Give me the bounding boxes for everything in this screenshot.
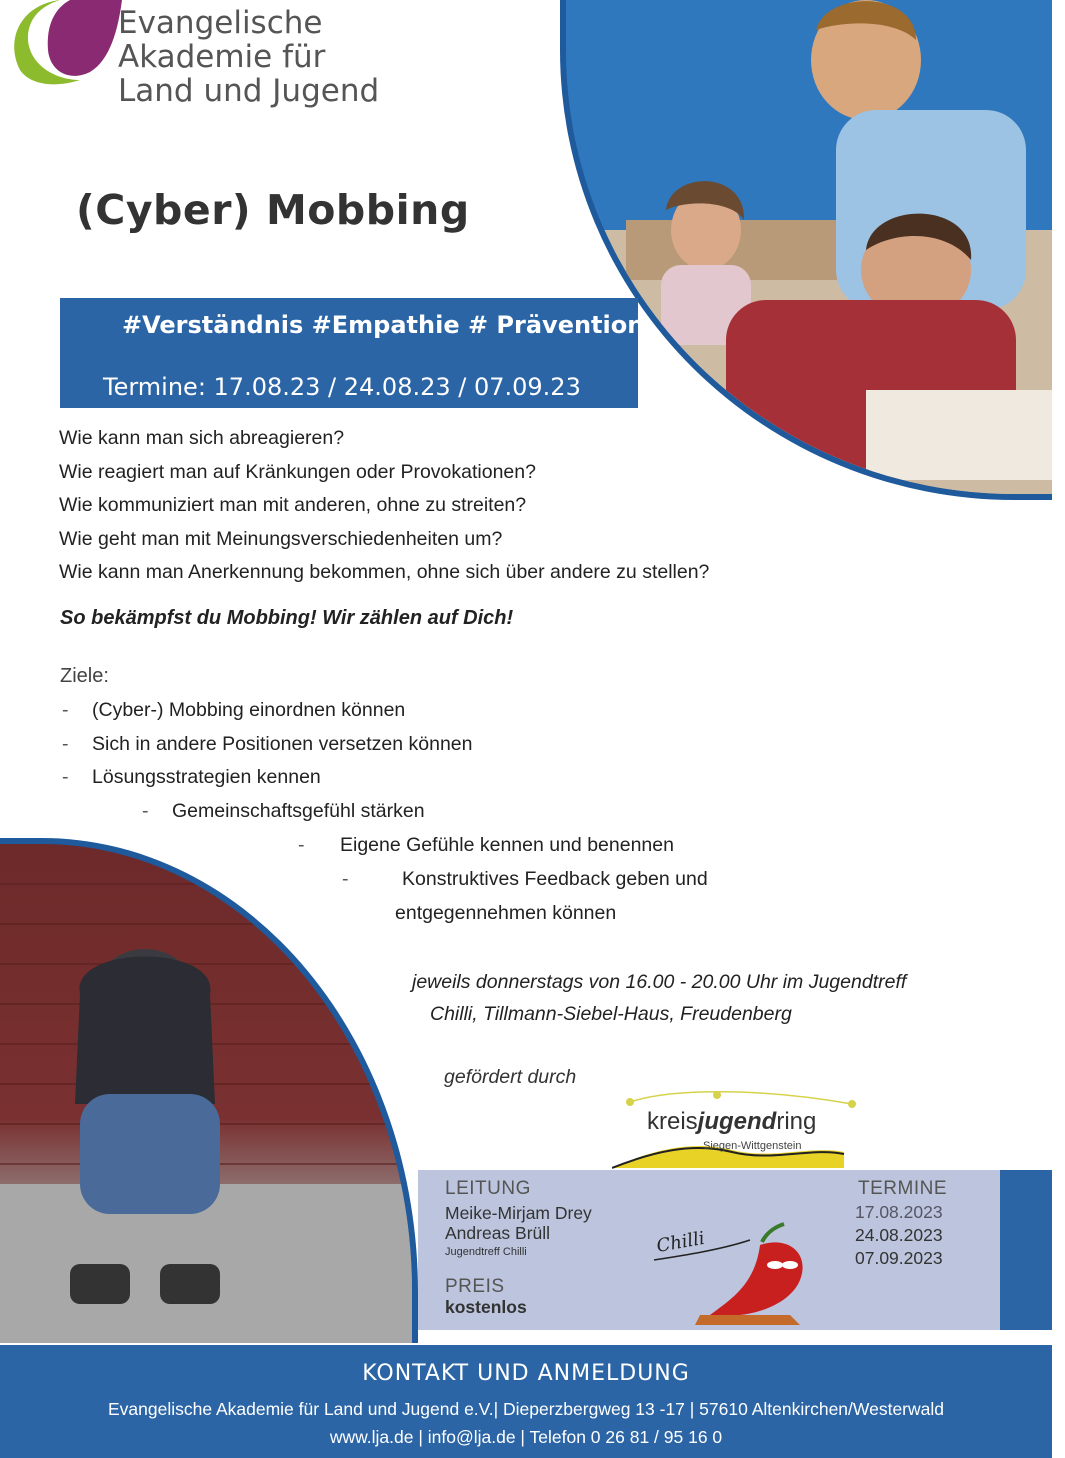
leitung-place: Jugendtreff Chilli xyxy=(445,1246,527,1258)
funded-by-label: gefördert durch xyxy=(444,1066,577,1088)
preis-label: PREIS xyxy=(445,1276,505,1297)
leitung-label: LEITUNG xyxy=(445,1178,531,1199)
info-side-bar xyxy=(1000,1170,1052,1330)
motto: So bekämpfst du Mobbing! Wir zählen auf Dich! xyxy=(60,607,514,629)
kreisjugendring-subtitle: Siegen-Wittgenstein xyxy=(703,1140,802,1152)
question-list xyxy=(59,422,709,590)
goal-item-continuation: entgegennehmen können xyxy=(395,902,617,924)
chilli-logo xyxy=(650,1220,820,1330)
schedule-line: jeweils donnerstags von 16.00 - 20.00 Uhr im Jugendtreff xyxy=(412,971,907,993)
goal-text: Eigene Gefühle kennen und benennen xyxy=(340,834,674,856)
preis-value: kostenlos xyxy=(445,1297,527,1317)
hashtag-banner xyxy=(60,298,645,408)
schedule-info xyxy=(412,966,906,1030)
termine-date: 24.08.2023 xyxy=(855,1225,943,1245)
bullet-dash: - xyxy=(298,834,305,856)
bullet-dash: - xyxy=(62,699,69,721)
leitung-name: Meike-Mirjam Drey xyxy=(445,1203,592,1223)
org-name-line: Evangelische xyxy=(118,5,323,41)
banner-hashtags: #Verständnis #Empathie # Prävention xyxy=(122,311,645,339)
question-item: Wie geht man mit Meinungsverschiedenheiten um? xyxy=(59,527,503,550)
termine-date: 17.08.2023 xyxy=(855,1202,943,1222)
bullet-dash: - xyxy=(62,766,69,788)
goal-item xyxy=(142,800,425,823)
bullet-dash: - xyxy=(142,800,149,822)
sad-boy-photo xyxy=(0,838,418,1343)
footer-contact: www.lja.de | info@lja.de | Telefon 0 26 81 / 95 16 0 xyxy=(329,1427,723,1447)
sad-boy-illustration xyxy=(0,844,418,1343)
contact-footer xyxy=(0,1345,1052,1458)
goal-item xyxy=(342,868,708,891)
kjr-text-post: ring xyxy=(776,1108,817,1135)
goal-item xyxy=(62,766,321,789)
goal-item xyxy=(62,733,473,756)
goal-item xyxy=(298,834,674,857)
page-edge xyxy=(1052,0,1065,1458)
question-item: Wie kommuniziert man mit anderen, ohne zu streiten? xyxy=(59,494,527,516)
goal-text: Gemeinschaftsgefühl stärken xyxy=(172,800,425,822)
goals-label: Ziele: xyxy=(60,665,109,687)
goal-item xyxy=(62,699,405,722)
chilli-logo-text: Chilli xyxy=(654,1227,707,1257)
schedule-line: Chilli, Tillmann-Siebel-Haus, Freudenberg xyxy=(430,1003,792,1025)
termine-label: TERMINE xyxy=(858,1178,947,1199)
kreisjugendring-wordmark xyxy=(647,1108,816,1136)
bullet-dash: - xyxy=(62,733,69,755)
bullet-dash: - xyxy=(342,868,349,890)
banner-dates: Termine: 17.08.23 / 24.08.23 / 07.09.23 xyxy=(103,373,581,401)
leitung-name: Andreas Brüll xyxy=(445,1223,551,1243)
org-name xyxy=(118,6,379,108)
org-name-line: Akademie für xyxy=(118,39,326,75)
footer-address: Evangelische Akademie für Land und Jugend e.V.| Dieperzbergweg 13 -17 | 57610 Altenkirchen/Westerwald xyxy=(107,1399,945,1419)
question-item: Wie reagiert man auf Kränkungen oder Provokationen? xyxy=(59,460,536,483)
goal-text: Konstruktives Feedback geben und xyxy=(402,868,708,890)
goal-text: Lösungsstrategien kennen xyxy=(92,766,321,788)
goal-text: (Cyber-) Mobbing einordnen können xyxy=(92,699,406,721)
page-title: (Cyber) Mobbing xyxy=(76,186,470,234)
question-item: Wie kann man sich abreagieren? xyxy=(59,427,345,449)
kjr-text-bold: jugend xyxy=(697,1108,777,1135)
org-name-line: Land und Jugend xyxy=(118,73,380,109)
goal-text: Sich in andere Positionen versetzen können xyxy=(92,733,473,755)
question-item: Wie kann man Anerkennung bekommen, ohne sich über andere zu stellen? xyxy=(59,561,710,583)
org-logo-mark xyxy=(0,0,130,90)
footer-title: KONTAKT UND ANMELDUNG xyxy=(362,1361,690,1386)
kjr-text-pre: kreis xyxy=(647,1108,698,1135)
termine-date: 07.09.2023 xyxy=(855,1248,943,1268)
